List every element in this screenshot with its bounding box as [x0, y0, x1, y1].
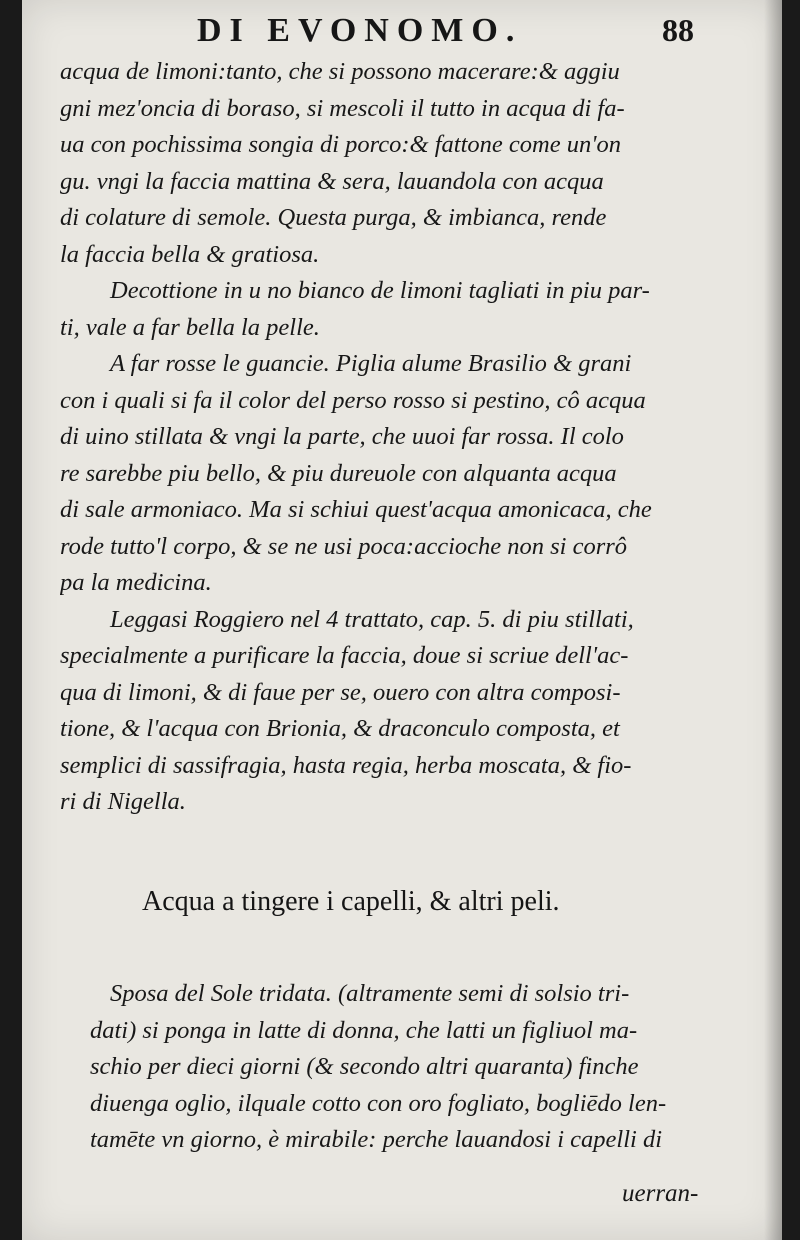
- text-line: diuenga oglio, ilquale cotto con oro fogliato, bogliēdo len-: [90, 1089, 667, 1117]
- catchword: uerran-: [622, 1180, 699, 1207]
- text-line: con i quali si fa il color del perso rosso si pestino, cô acqua: [60, 386, 646, 414]
- page-edge-shadow: [764, 0, 782, 1240]
- text-line: qua di limoni, & di faue per se, ouero con altra composi-: [60, 678, 621, 706]
- text-line: di colature di semole. Questa purga, & imbianca, rende: [60, 204, 607, 231]
- page-number: 88: [662, 12, 694, 48]
- book-page: [22, 0, 782, 1240]
- text-line: re sarebbe piu bello, & piu dureuole con alquanta acqua: [60, 459, 617, 487]
- body-text: [60, 54, 760, 821]
- text-line: rode tutto'l corpo, & se ne usi poca:accioche non si corrô: [60, 532, 628, 560]
- text-line: tione, & l'acqua con Brionia, & draconculo composta, et: [60, 715, 620, 742]
- text-line: di uino stillata & vngi la parte, che uuoi far rossa. Il colo: [60, 423, 624, 450]
- text-line: acqua de limoni:tanto, che si possono macerare:& aggiu: [60, 58, 620, 85]
- text-line: gu. vngi la faccia mattina & sera, lauandola con acqua: [60, 167, 604, 195]
- text-line: la faccia bella & gratiosa.: [60, 240, 320, 268]
- text-line: tamēte vn giorno, è mirabile: perche lauandosi i capelli di: [90, 1126, 663, 1153]
- text-line: schio per dieci giorni (& secondo altri quaranta) finche: [90, 1053, 639, 1080]
- text-line: ti, vale a far bella la pelle.: [60, 313, 320, 341]
- text-line: semplici di sassifragia, hasta regia, herba moscata, & fio-: [60, 751, 632, 779]
- body-text-continued: [90, 976, 770, 1159]
- text-line: gni mez'oncia di boraso, si mescoli il tutto in acqua di fa-: [60, 94, 625, 122]
- section-heading: Acqua a tingere i capelli, & altri peli.: [142, 886, 560, 917]
- page-header: [22, 8, 782, 52]
- text-line: pa la medicina.: [60, 569, 212, 596]
- text-line: dati) si ponga in latte di donna, che latti un figliuol ma-: [90, 1016, 638, 1044]
- text-line: Leggasi Roggiero nel 4 trattato, cap. 5. di piu stillati,: [110, 605, 634, 633]
- text-line: A far rosse le guancie. Piglia alume Brasilio & grani: [110, 350, 632, 377]
- text-line: ri di Nigella.: [60, 788, 186, 815]
- text-line: specialmente a purificare la faccia, doue si scriue dell'ac-: [60, 642, 629, 669]
- text-line: Decottione in u no bianco de limoni tagliati in piu par-: [110, 277, 650, 304]
- text-line: Sposa del Sole tridata. (altramente semi di solsio tri-: [110, 980, 630, 1007]
- text-line: ua con pochissima songia di porco:& fattone come un'on: [60, 131, 621, 158]
- running-head: DI EVONOMO.: [197, 12, 523, 49]
- text-line: di sale armoniaco. Ma si schiui quest'acqua amonicaca, che: [60, 496, 652, 523]
